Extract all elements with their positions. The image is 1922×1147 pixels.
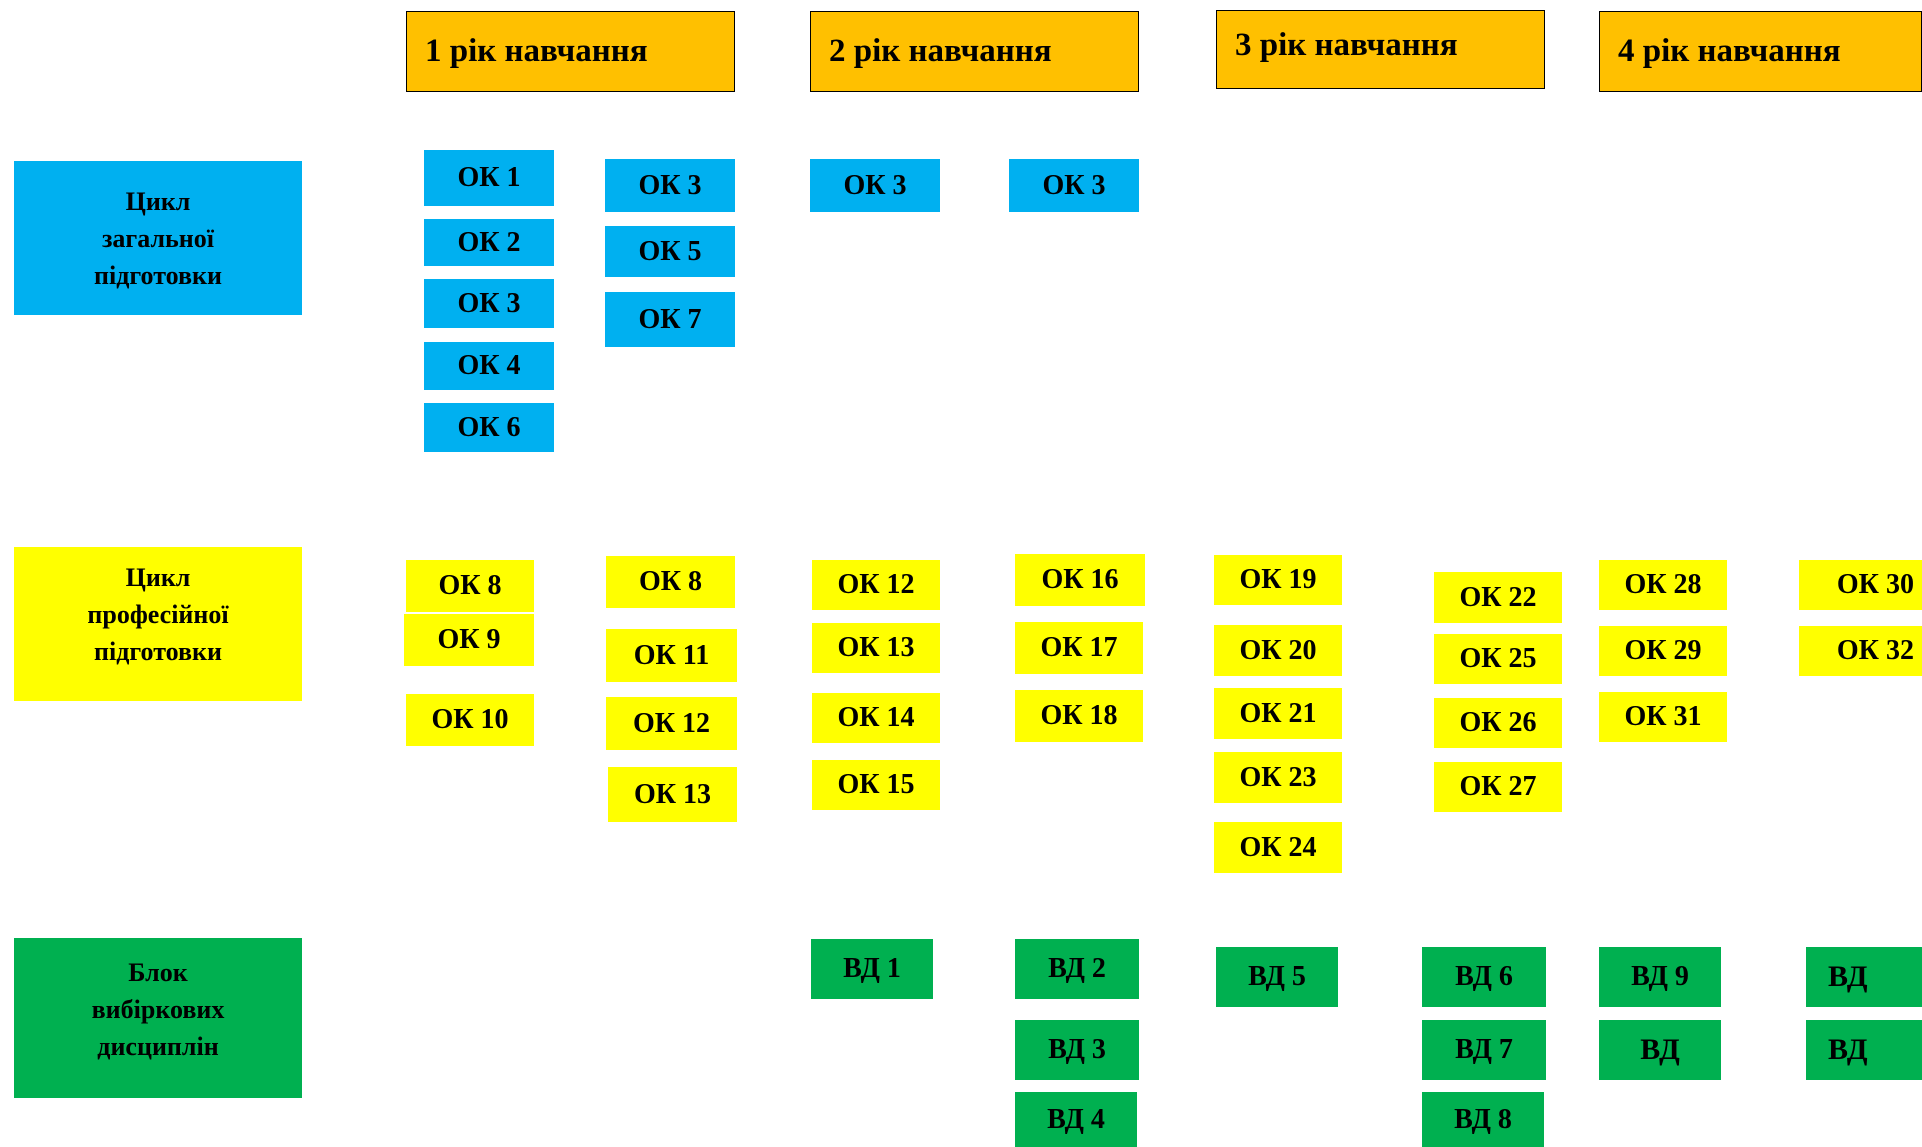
professional-item: ОК 12 bbox=[812, 560, 940, 610]
elective-item: ВД 9 bbox=[1599, 947, 1721, 1007]
professional-item: ОК 24 bbox=[1214, 822, 1342, 873]
cycle-general-line-1: Цикл bbox=[125, 186, 191, 216]
elective-item: ВД 4 bbox=[1015, 1092, 1137, 1147]
general-item: ОК 3 bbox=[605, 159, 735, 212]
elective-item: ВД 7 bbox=[1422, 1020, 1546, 1080]
professional-item: ОК 10 bbox=[406, 694, 534, 746]
elective-item: ВД bbox=[1806, 947, 1922, 1007]
professional-item: ОК 21 bbox=[1214, 688, 1342, 739]
elective-item: ВД bbox=[1806, 1020, 1922, 1080]
cycle-professional-line-2: професійної bbox=[87, 600, 229, 629]
cycle-elective-line-3: дисциплін bbox=[97, 1032, 219, 1061]
professional-item: ОК 19 bbox=[1214, 555, 1342, 605]
cycle-general-label bbox=[14, 161, 302, 315]
cycle-professional-line-3: підготовки bbox=[94, 637, 222, 666]
elective-item: ВД 3 bbox=[1015, 1020, 1139, 1080]
professional-item: ОК 8 bbox=[406, 560, 534, 612]
cycle-professional-label bbox=[14, 547, 302, 701]
professional-item: ОК 14 bbox=[812, 693, 940, 743]
professional-item: ОК 23 bbox=[1214, 752, 1342, 803]
professional-item: ОК 25 bbox=[1434, 634, 1562, 684]
cycle-elective-label bbox=[14, 938, 302, 1098]
cycle-professional-line-1: Цикл bbox=[125, 563, 191, 592]
professional-item: ОК 15 bbox=[812, 760, 940, 810]
elective-item: ВД bbox=[1599, 1020, 1721, 1080]
professional-item: ОК 18 bbox=[1015, 690, 1143, 742]
elective-item: ВД 2 bbox=[1015, 939, 1139, 999]
elective-item: ВД 5 bbox=[1216, 947, 1338, 1007]
professional-item: ОК 32 bbox=[1799, 626, 1922, 676]
general-item: ОК 1 bbox=[424, 150, 554, 206]
professional-item: ОК 30 bbox=[1799, 560, 1922, 610]
cycle-general-line-2: загальної bbox=[101, 223, 215, 253]
general-item: ОК 3 bbox=[424, 279, 554, 328]
professional-item: ОК 31 bbox=[1599, 692, 1727, 742]
year-header-3: 3 рік навчання bbox=[1216, 10, 1545, 89]
cycle-elective-line-2: вибіркових bbox=[91, 995, 225, 1024]
elective-item: ВД 8 bbox=[1422, 1092, 1544, 1147]
professional-item: ОК 13 bbox=[608, 767, 737, 822]
professional-item: ОК 27 bbox=[1434, 762, 1562, 812]
professional-item: ОК 29 bbox=[1599, 626, 1727, 676]
professional-item: ОК 8 bbox=[606, 556, 735, 608]
year-header-4: 4 рік навчання bbox=[1599, 11, 1922, 92]
general-item: ОК 2 bbox=[424, 219, 554, 266]
general-item: ОК 6 bbox=[424, 403, 554, 452]
professional-item: ОК 26 bbox=[1434, 698, 1562, 748]
professional-item: ОК 11 bbox=[606, 629, 737, 682]
cycle-general-line-3: підготовки bbox=[94, 260, 222, 290]
general-item: ОК 4 bbox=[424, 342, 554, 390]
year-header-2: 2 рік навчання bbox=[810, 11, 1139, 92]
elective-item: ВД 6 bbox=[1422, 947, 1546, 1007]
professional-item: ОК 9 bbox=[404, 614, 534, 666]
elective-item: ВД 1 bbox=[811, 939, 933, 999]
professional-item: ОК 12 bbox=[606, 697, 737, 750]
general-item: ОК 3 bbox=[1009, 159, 1139, 212]
cycle-elective-line-1: Блок bbox=[128, 958, 188, 987]
professional-item: ОК 17 bbox=[1015, 622, 1143, 674]
professional-item: ОК 28 bbox=[1599, 560, 1727, 610]
general-item: ОК 7 bbox=[605, 292, 735, 347]
professional-item: ОК 16 bbox=[1015, 554, 1145, 606]
professional-item: ОК 22 bbox=[1434, 572, 1562, 623]
general-item: ОК 5 bbox=[605, 226, 735, 277]
professional-item: ОК 13 bbox=[812, 623, 940, 673]
professional-item: ОК 20 bbox=[1214, 625, 1342, 676]
year-header-1: 1 рік навчання bbox=[406, 11, 735, 92]
general-item: ОК 3 bbox=[810, 159, 940, 212]
